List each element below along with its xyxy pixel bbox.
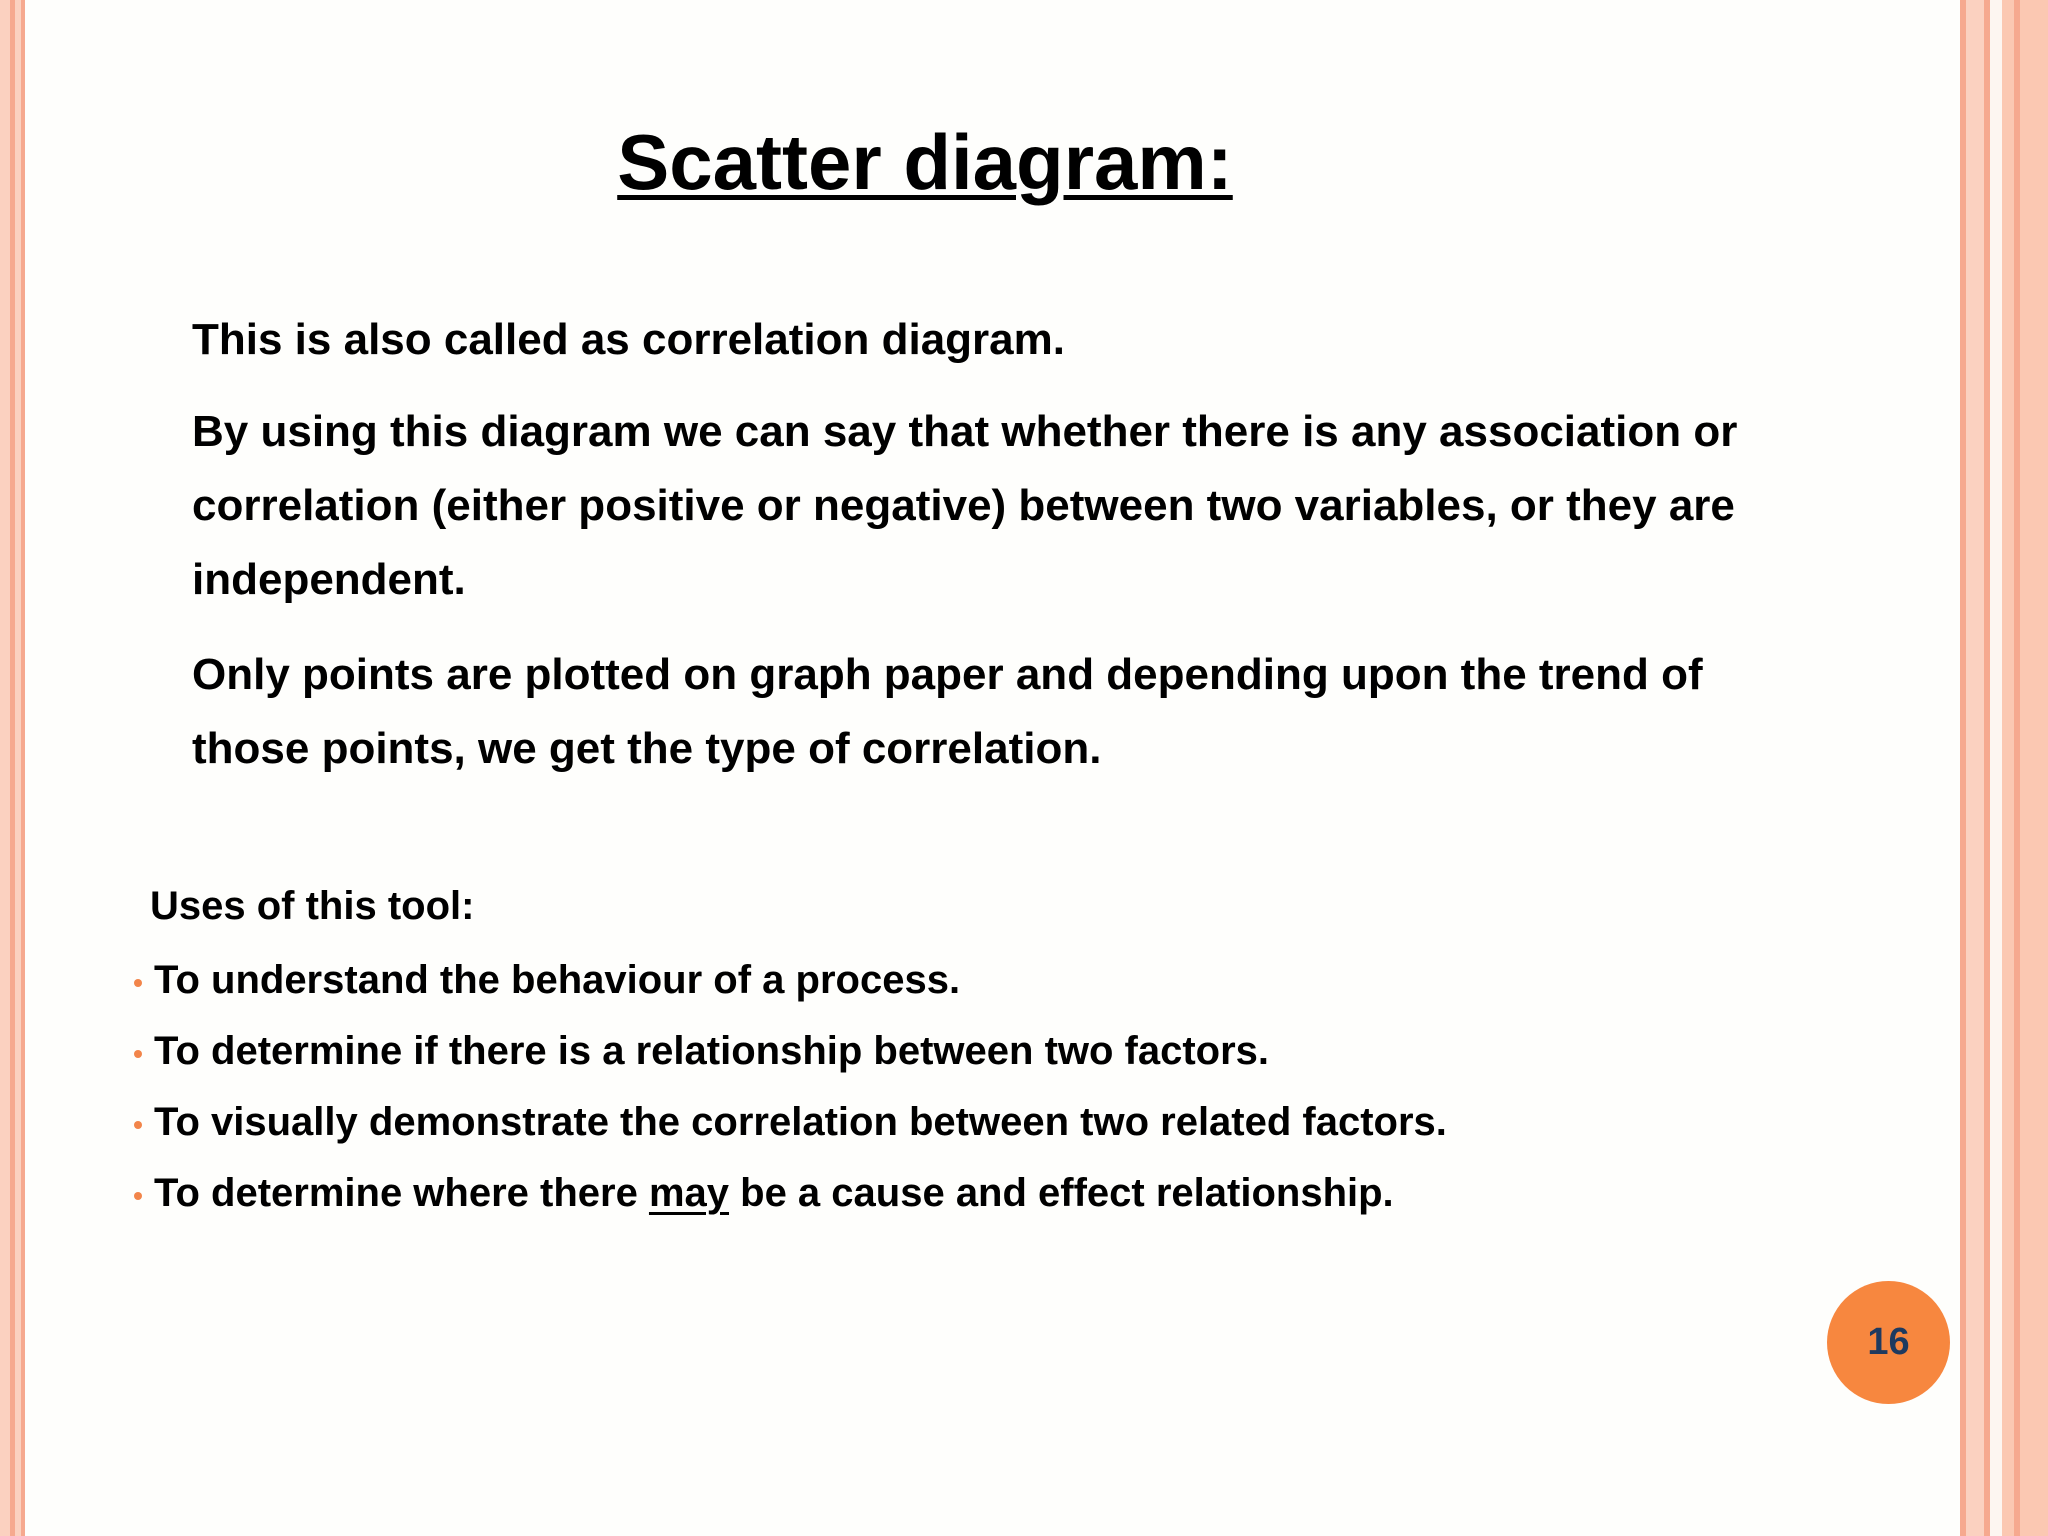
- body-paragraph: This is also called as correlation diagram.: [192, 315, 1065, 364]
- list-item: [134, 945, 1447, 1016]
- slide-title-text: Scatter diagram:: [617, 118, 1233, 206]
- page-number: 16: [1867, 1321, 1910, 1363]
- right-border-stripe: [2014, 0, 2020, 1536]
- left-border-stripe: [21, 0, 25, 1536]
- left-border-stripe: [0, 0, 10, 1536]
- bullet-dot-icon: [134, 979, 142, 987]
- list-item-text: To visually demonstrate the correlation between two related factors.: [154, 1100, 1447, 1144]
- uses-list: [134, 945, 1447, 1229]
- list-item-text: To determine if there is a relationship between two factors.: [154, 1029, 1270, 1073]
- bullet-dot-icon: [134, 1050, 142, 1058]
- right-border-stripe: [1990, 0, 2002, 1536]
- bullet-dot-icon: [134, 1192, 142, 1200]
- slide-title: [0, 112, 1850, 212]
- body-paragraph: By using this diagram we can say that whether there is any association or correlation (either positive or negative) between two variables, or they are independent.: [192, 407, 1738, 604]
- list-item: [134, 1016, 1447, 1087]
- list-item-text-end: be a cause and effect relationship.: [729, 1171, 1394, 1215]
- list-item: [134, 1158, 1447, 1229]
- list-item-text: [154, 1171, 1394, 1216]
- page-number-badge: [1827, 1281, 1950, 1404]
- body-paragraph: Only points are plotted on graph paper and depending upon the trend of those points, we get the type of correlation.: [192, 650, 1703, 773]
- uses-heading: Uses of this tool:: [150, 884, 475, 928]
- underlined-word: may: [648, 1171, 730, 1215]
- right-border-stripe: [1966, 0, 1984, 1536]
- list-item: [134, 1087, 1447, 1158]
- right-border-stripe: [2002, 0, 2048, 1536]
- list-item-text-start: To determine where there: [154, 1171, 649, 1215]
- bullet-dot-icon: [134, 1121, 142, 1129]
- list-item-text: To understand the behaviour of a process.: [154, 958, 961, 1002]
